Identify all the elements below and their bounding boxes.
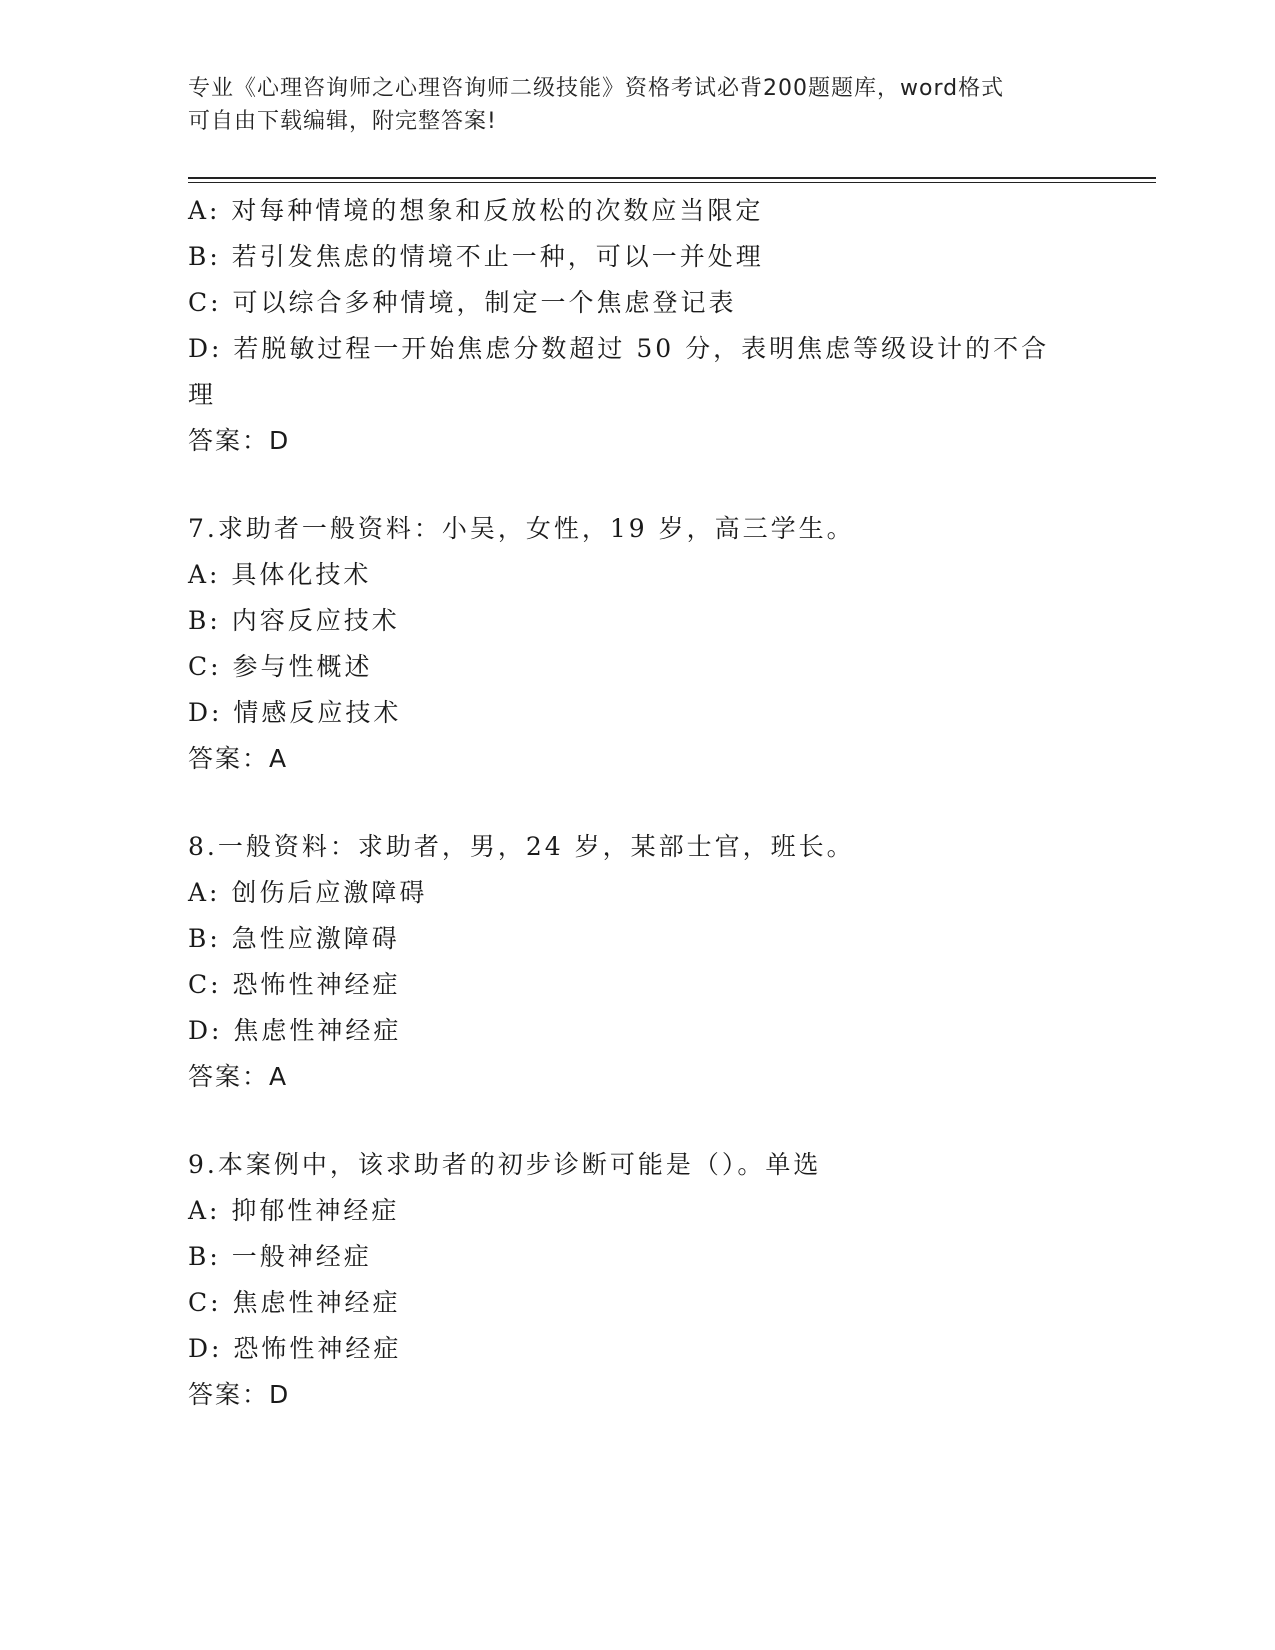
- question-7-block: [188, 506, 1088, 782]
- question-7-option-d: D: 情感反应技术: [188, 698, 402, 727]
- question-6-option-a: A: 对每种情境的想象和反放松的次数应当限定: [188, 196, 764, 225]
- question-6-option-d: D: 若脱敏过程一开始焦虑分数超过 50 分，表明焦虑等级设计的不合: [188, 334, 1050, 363]
- header-title-line-2: 可自由下载编辑，附完整答案!: [188, 109, 497, 134]
- question-7-option-b: B: 内容反应技术: [188, 606, 400, 635]
- question-9-option-d: D: 恐怖性神经症: [188, 1334, 402, 1363]
- question-6-option-c: C: 可以综合多种情境，制定一个焦虑登记表: [188, 288, 737, 317]
- question-6-answer: 答案：D: [188, 426, 291, 455]
- question-8-stem: 8.一般资料：求助者，男，24 岁，某部士官，班长。: [188, 832, 855, 861]
- question-6-block: [188, 188, 1088, 464]
- document-body: [188, 188, 1088, 1460]
- question-9-option-a: A: 抑郁性神经症: [188, 1196, 400, 1225]
- question-8-option-b: B: 急性应激障碍: [188, 924, 400, 953]
- question-6-option-b: B: 若引发焦虑的情境不止一种，可以一并处理: [188, 242, 764, 271]
- question-7-answer: 答案：A: [188, 744, 289, 773]
- header-rule-thick: [188, 177, 1156, 179]
- question-8-option-d: D: 焦虑性神经症: [188, 1016, 402, 1045]
- question-8-answer: 答案：A: [188, 1062, 289, 1091]
- document-header: [188, 72, 1088, 138]
- header-rule-thin: [188, 182, 1156, 183]
- question-9-option-b: B: 一般神经症: [188, 1242, 372, 1271]
- question-9-block: [188, 1142, 1088, 1418]
- question-9-answer: 答案：D: [188, 1380, 291, 1409]
- question-7-option-a: A: 具体化技术: [188, 560, 372, 589]
- question-8-option-c: C: 恐怖性神经症: [188, 970, 401, 999]
- question-8-block: [188, 824, 1088, 1100]
- question-8-option-a: A: 创伤后应激障碍: [188, 878, 428, 907]
- question-7-stem: 7.求助者一般资料：小吴，女性，19 岁，高三学生。: [188, 514, 855, 543]
- question-7-option-c: C: 参与性概述: [188, 652, 373, 681]
- question-6-option-d-continued: 理: [188, 380, 217, 409]
- header-title-line-1: 专业《心理咨询师之心理咨询师二级技能》资格考试必背200题题库，word格式: [188, 76, 1005, 101]
- question-9-stem: 9.本案例中，该求助者的初步诊断可能是（）。单选: [188, 1150, 822, 1179]
- question-9-option-c: C: 焦虑性神经症: [188, 1288, 401, 1317]
